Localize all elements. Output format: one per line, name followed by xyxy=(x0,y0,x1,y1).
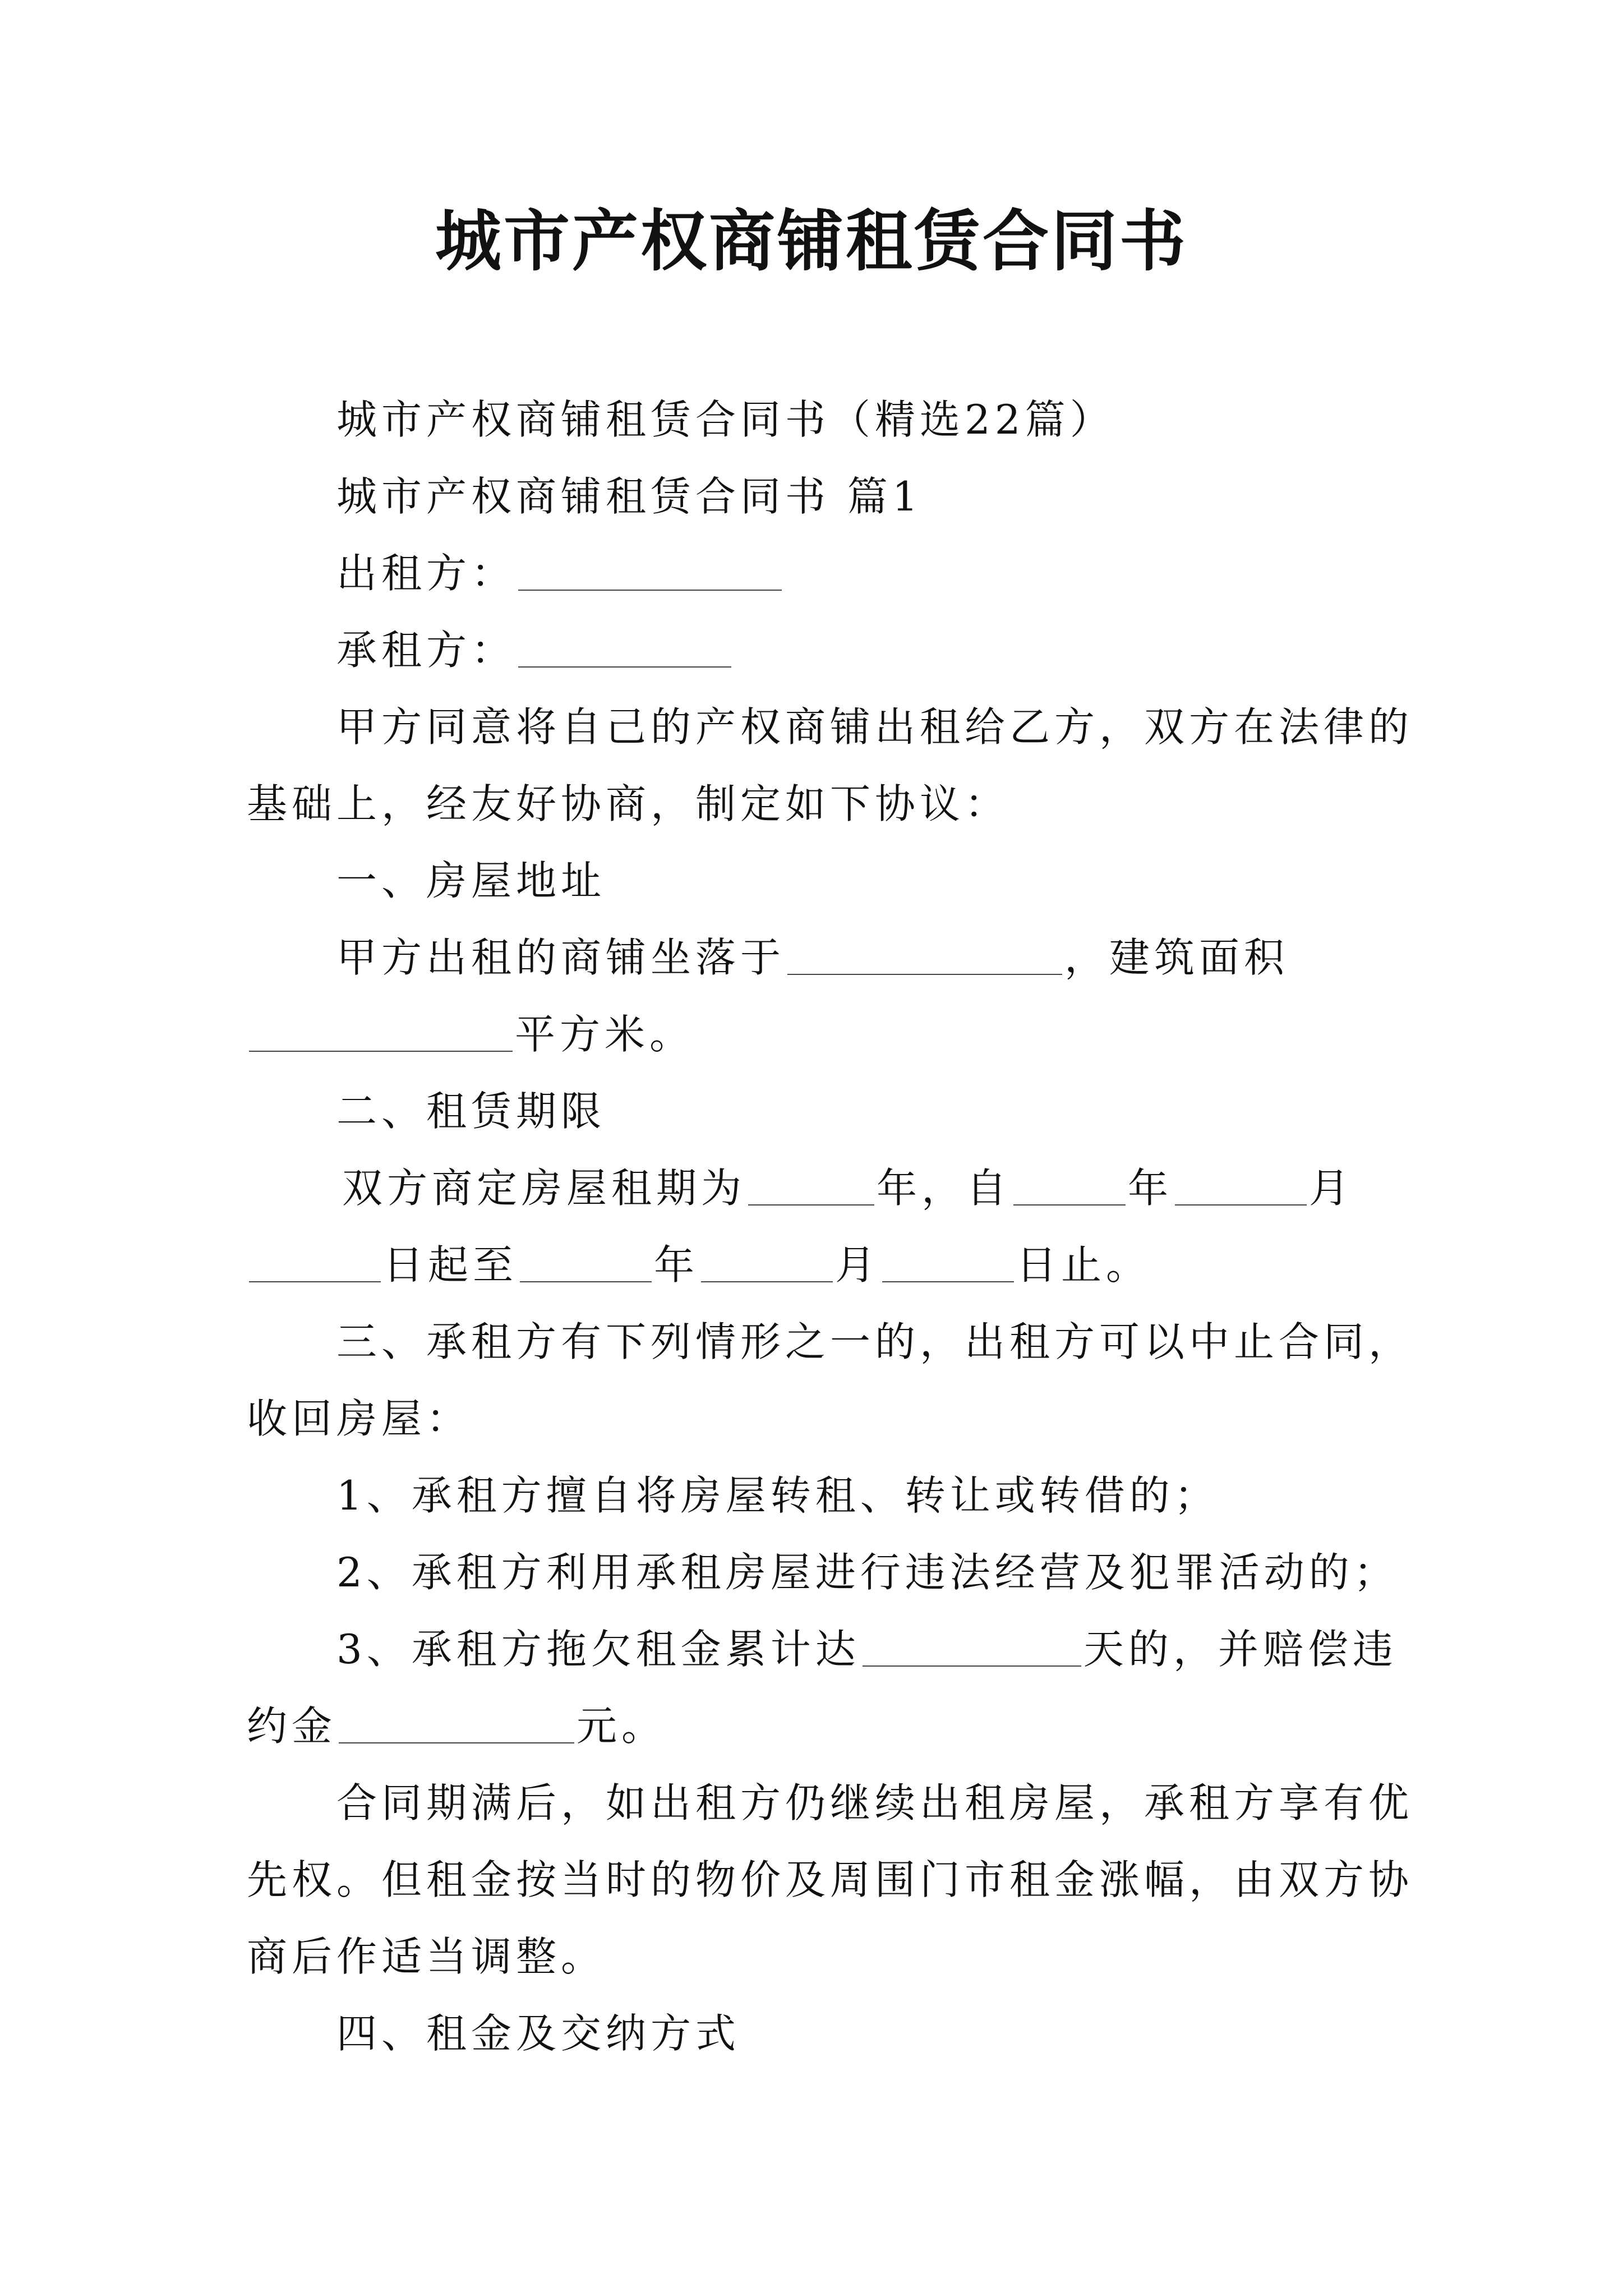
lessee-blank xyxy=(518,633,731,668)
clause-heading: 二、租赁期限 xyxy=(336,1088,606,1135)
term-line xyxy=(247,1227,1391,1304)
text-segment: 3、承租方拖欠租金累计达 xyxy=(336,1626,860,1673)
term-years-blank xyxy=(748,1171,874,1205)
paragraph-line: 甲方同意将自己的产权商铺出租给乙方，双方在法律的 xyxy=(336,703,1414,751)
paragraph-line: 基础上，经友好协商，制定如下协议： xyxy=(247,780,1010,827)
area-line xyxy=(247,996,1391,1073)
clause-heading: 四、租金及交纳方式 xyxy=(336,2010,741,2057)
lessee-line xyxy=(247,612,1391,689)
list-item xyxy=(247,1611,1398,1688)
document-title: 城市产权商铺租赁合同书 xyxy=(435,202,1188,280)
subtitle-line: 城市产权商铺租赁合同书（精选22篇） xyxy=(336,396,1115,443)
paragraph-line: 收回房屋： xyxy=(247,1395,472,1442)
paragraph-line: 三、承租方有下列情形之一的，出租方可以中止合同， xyxy=(336,1318,1414,1365)
text-segment: 约金 xyxy=(247,1703,337,1750)
lessor-line xyxy=(247,535,1391,612)
address-blank xyxy=(787,940,1062,975)
end-month-blank xyxy=(701,1248,833,1282)
overdue-days-blank xyxy=(863,1632,1081,1667)
text-segment: 月 xyxy=(1309,1165,1354,1212)
start-year-blank xyxy=(1013,1171,1126,1205)
address-line xyxy=(247,919,1391,996)
penalty-amount-blank xyxy=(339,1709,574,1743)
document-body xyxy=(247,381,1414,2072)
paragraph-line: 合同期满后，如出租方仍继续出租房屋，承租方享有优 xyxy=(336,1779,1414,1826)
start-day-blank xyxy=(249,1248,381,1282)
text-segment: 天的，并赔偿违 xyxy=(1083,1626,1398,1673)
paragraph-line: 商后作适当调整。 xyxy=(247,1933,606,1980)
lessor-blank xyxy=(518,556,782,591)
end-year-blank xyxy=(520,1248,652,1282)
text-segment: 日止。 xyxy=(1016,1241,1151,1289)
list-item: 2、承租方利用承租房屋进行违法经营及犯罪活动的； xyxy=(336,1549,1399,1596)
text-segment: 日起至 xyxy=(383,1241,518,1289)
list-item: 1、承租方擅自将房屋转租、转让或转借的； xyxy=(336,1472,1219,1519)
end-day-blank xyxy=(882,1248,1014,1282)
text-segment: 年 xyxy=(654,1241,699,1289)
area-blank xyxy=(249,1017,513,1052)
lessor-label: 出租方： xyxy=(336,550,517,597)
text-segment: 元。 xyxy=(577,1703,667,1750)
paragraph-line: 先权。但租金按当时的物价及周围门市租金涨幅，由双方协 xyxy=(247,1856,1414,1903)
clause-heading: 一、房屋地址 xyxy=(336,857,606,904)
text-segment: ，建筑面积 xyxy=(1064,934,1289,981)
lessee-label: 承租方： xyxy=(336,627,517,674)
text-segment: 平方米。 xyxy=(515,1011,695,1058)
start-month-blank xyxy=(1175,1171,1307,1205)
text-segment: 甲方出租的商铺坐落于 xyxy=(336,934,786,981)
term-line xyxy=(247,1150,1391,1227)
text-segment: 月 xyxy=(835,1241,880,1289)
text-segment: 双方商定房屋租期为 xyxy=(342,1165,746,1212)
list-item-continued xyxy=(247,1688,1391,1765)
text-segment: 年 xyxy=(1128,1165,1173,1212)
section-heading-line: 城市产权商铺租赁合同书 篇1 xyxy=(336,473,923,520)
text-segment: 年，自 xyxy=(877,1165,1012,1212)
